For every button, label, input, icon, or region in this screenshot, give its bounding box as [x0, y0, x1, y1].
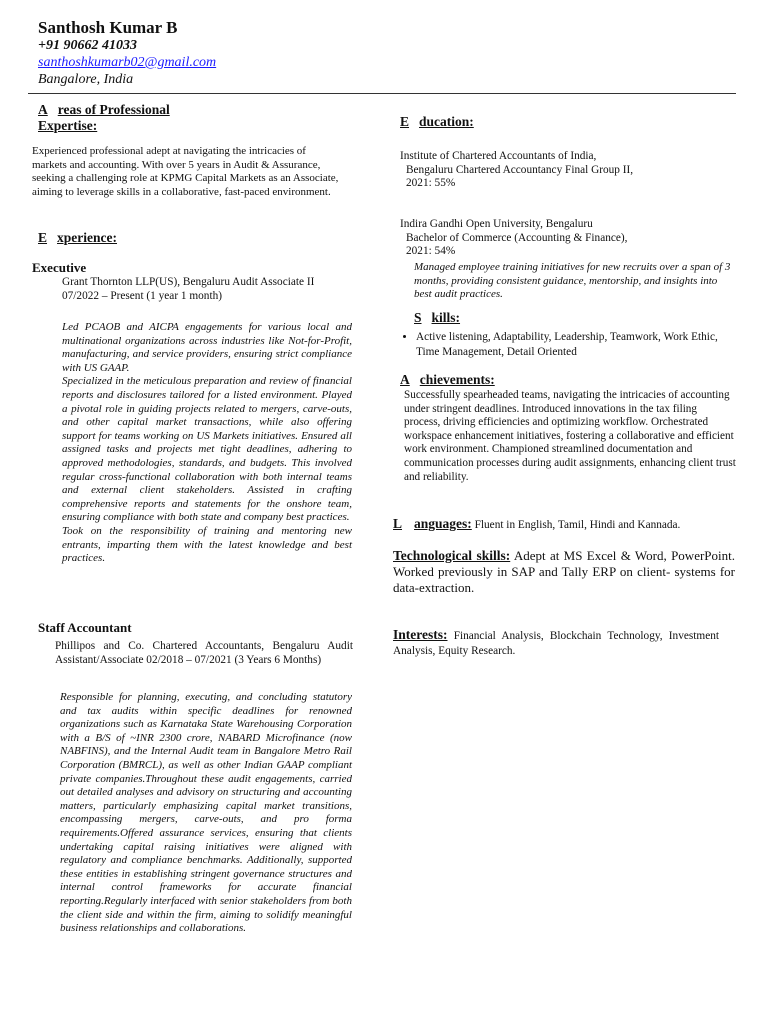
- candidate-name: Santhosh Kumar B: [38, 18, 178, 37]
- education-note: Managed employee training initiatives for new recruits over a span of 3 months, providing consistent guidance, mentorship, and insights into best audit practices.: [414, 261, 731, 301]
- job-details-executive: [62, 321, 352, 566]
- skills-heading: S kills:: [414, 310, 461, 325]
- languages-text: Fluent in English, Tamil, Hindi and Kannada.: [474, 519, 681, 531]
- skills-list: [398, 330, 718, 359]
- experience-heading: E xperience:: [38, 230, 117, 245]
- tech-skills-text: Adept at MS Excel & Word, PowerPoint. Worked previously in SAP and Tally ERP on client- systems for data-extraction.: [393, 548, 735, 595]
- interests-heading: Interests:: [393, 627, 448, 642]
- job-title-executive: Executive: [32, 260, 87, 275]
- job-detail-item: Specialized in the meticulous preparation and review of financial reports and disclosures tailored for a listed environment. Played a pivotal role in guiding projects related to mergers, carve-outs, and other capital market transactions, while also offering support for teams working on US Markets initiatives. Ensured all assigned tasks and projects met tight deadlines, adhering to approved methodologies, standards, and budgets. This involved regular cross-functional collaboration with both internal teams and external client stakeholders. Assisted in crafting comprehensive reports and statements for the onshore team, ensuring compliance with both state and company best practices.: [62, 375, 352, 524]
- job-details-staff-accountant: Responsible for planning, executing, and concluding statutory and tax audits within specific deadlines for renowned organizations such as Karnataka State Warehousing Corporation with a B/S of ~INR 2300 crore, NABARD Microfinance (now NABFINS), and the Internal Audit team in Bangalore Metro Rail Corporation (BMRCL), as well as other Indian GAAP compliant private companies.Throughout these audit engagements, carried out detailed analyses and advisory on structuring and accounting matters, particularly emphasizing capital market transitions, encompassing mergers, carve-outs, and pro forma requirements.Offered assurance services, ensuring that clients undertaking capital raising initiatives were aligned with regulatory and compliance benchmarks. Additionally, supported these entities in establishing stringent governance structures and internal control frameworks for accurate financial reporting.Regularly interfaced with senior stakeholders from both the client side and within the firm, aiming to solidify meaningful business relationships and collaborations.: [60, 691, 352, 935]
- job-detail-item: Took on the responsibility of training and mentoring new entrants, imparting them with the latest knowledge and best practices.: [62, 524, 352, 565]
- education-institution: Indira Gandhi Open University, Bengaluru: [400, 218, 593, 230]
- education-institution: Institute of Chartered Accountants of India,: [400, 150, 597, 162]
- interests-section: [393, 628, 719, 658]
- job-company-phillipos: Phillipos and Co. Chartered Accountants, Bengaluru Audit Assistant/Associate 02/2018 – 07/2021 (3 Years 6 Months): [55, 640, 353, 666]
- phone-number: +91 90662 41033: [38, 38, 137, 53]
- expertise-summary: Experienced professional adept at navigating the intricacies of markets and accounting. With over 5 years in Audit & Assurance, seeking a challenging role at KPMG Capital Markets as an Associate, aiming to leverage skills in a collaborative, fast-paced environment.: [32, 145, 339, 198]
- languages-section: L anguages: Fluent in English, Tamil, Hindi and Kannada.: [393, 516, 681, 531]
- job-company-grant-thornton: Grant Thornton LLP(US), Bengaluru Audit Associate II 07/2022 – Present (1 year 1 month): [62, 276, 315, 302]
- header-divider: [28, 93, 736, 94]
- education-detail: Bengaluru Chartered Accountancy Final Group II, 2021: 55%: [406, 163, 634, 190]
- job-detail-item: Led PCAOB and AICPA engagements for various local and multinational organizations across industries like Not-for-Profit, manufacturing, and service providers, ensuring strict compliance with US GAAP.: [62, 321, 352, 374]
- email-link[interactable]: santhoshkumarb02@gmail.com: [38, 55, 217, 70]
- skills-item: • Active listening, Adaptability, Leadership, Teamwork, Work Ethic, Time Management, Detail Oriented: [416, 330, 718, 359]
- education-entry: [400, 218, 630, 259]
- interests-text: Financial Analysis, Blockchain Technology, Investment Analysis, Equity Research.: [393, 630, 719, 657]
- achievements-text: Successfully spearheaded teams, navigating the intricacies of accounting under stringent deadlines. Introduced innovations in the tax filing process, driving efficiencies and optimizing workflow. Orchestrated workspace enhancement initiatives, fostering a collaborative and efficient work environment. Championed streamlined documentation and communication processes during audit assignments, enhancing client trust and reliability.: [404, 389, 736, 483]
- education-detail: Bachelor of Commerce (Accounting & Finance), 2021: 54%: [406, 231, 628, 258]
- tech-skills-heading: Technological skills:: [393, 548, 511, 563]
- location: Bangalore, India: [38, 72, 134, 87]
- job-title-staff-accountant: Staff Accountant: [38, 620, 132, 635]
- education-entry: [400, 150, 640, 191]
- expertise-heading: A reas of Professional Expertise:: [38, 102, 170, 133]
- tech-skills-section: [393, 548, 735, 596]
- education-heading: E ducation:: [400, 114, 474, 129]
- achievements-heading: A chievements:: [400, 372, 495, 387]
